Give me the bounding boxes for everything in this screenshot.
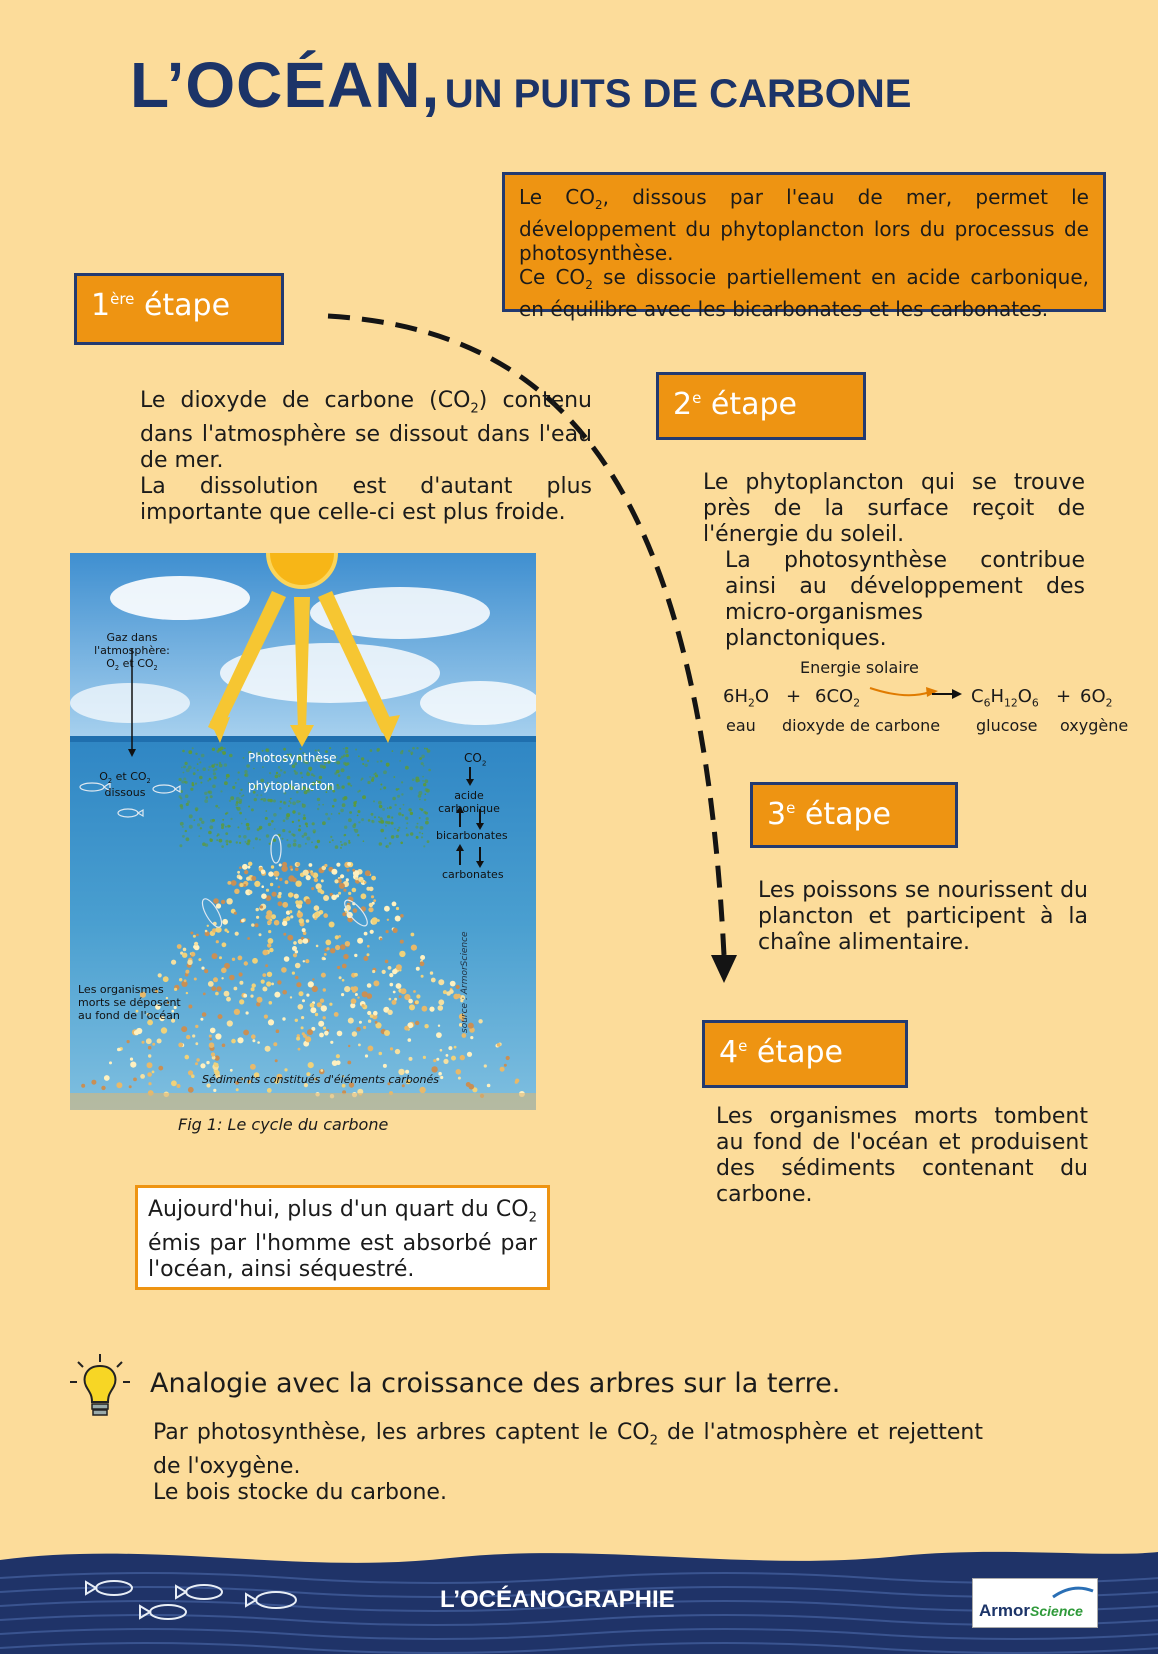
step-3-text: Les poissons se nourissent du plancton et participent à la chaîne alimentaire. [758, 878, 1088, 955]
label-eau: eau [726, 716, 756, 735]
fig-label-photo: Photosynthèse [248, 751, 337, 765]
title-main: L’OCÉAN, [130, 49, 441, 121]
plus-1: + [786, 686, 802, 707]
lightbulb-icon [68, 1352, 132, 1422]
fig-label-bicarbonates: bicarbonates [436, 829, 508, 842]
fig-source: source : ArmorScience [460, 931, 470, 1033]
logo-text: ArmorScience [979, 1601, 1083, 1620]
energy-label: Energie solaire [800, 658, 919, 677]
reaction-arrow [866, 680, 966, 702]
footer-label: L’OCÉANOGRAPHIE [440, 1586, 675, 1613]
wave-logo-icon [1051, 1583, 1095, 1601]
step-2-text: Le phytoplancton qui se trouve près de la surface reçoit de l'énergie du soleil. La photosynthèse contribue ainsi au développement des micro-organismes planctoniques. [703, 470, 1085, 651]
fig-label-sediments: Sédiments constitués d'éléments carbonés [202, 1073, 439, 1086]
step-2-badge: 2e étape [656, 372, 866, 440]
step-4-text: Les organismes morts tombent au fond de l'océan et produisent des sédiments contenant du carbone. [716, 1104, 1088, 1207]
label-glucose: glucose [976, 716, 1038, 735]
step-1-badge: 1ère étape [74, 273, 284, 345]
figure-caption: Fig 1: Le cycle du carbone [178, 1115, 389, 1134]
reactant-co2: $6CO_2$ [815, 686, 861, 710]
armorscience-logo [972, 1578, 1098, 1628]
product-glucose: $C_6H_{12}O_6$ [971, 686, 1039, 710]
fig-label-gaz: Gaz dans l'atmosphère: $O_2$ et $CO_2$ [94, 631, 170, 673]
step-4-badge: 4e étape [702, 1020, 908, 1088]
intro-line-2: Ce $CO_2$ se dissocie partiellement en acide carbonique, en équilibre avec les bicarbonates et les carbonates. [519, 265, 1089, 321]
product-oxygen: $6O_2$ [1080, 686, 1113, 710]
fig-label-dissous: $O_2$ et $CO_2$ dissous [99, 770, 151, 800]
title-sub: UN PUITS DE CARBONE [444, 72, 912, 116]
step-3-badge: 3e étape [750, 782, 958, 848]
fig-label-carbonates: carbonates [442, 868, 504, 881]
fig-label-acide: acide carbonique [438, 789, 500, 815]
fig-label-morts: Les organismes morts se déposent au fond de l'océan [78, 983, 181, 1022]
analogy-heading: Analogie avec la croissance des arbres sur la terre. [150, 1368, 841, 1399]
intro-line-1: Le $CO_2$, dissous par l'eau de mer, permet le développement du phytoplancton lors du processus de photosynthèse. [519, 185, 1089, 265]
label-oxygene: oxygène [1060, 716, 1129, 735]
plus-2: + [1056, 686, 1072, 707]
fact-box: Aujourd'hui, plus d'un quart du $CO_2$ émis par l'homme est absorbé par l'océan, ainsi séquestré. [135, 1185, 550, 1290]
fig-label-co2: $CO_2$ [464, 751, 487, 768]
fig-label-phyto: phytoplancton [248, 779, 335, 793]
step-1-text: Le dioxyde de carbone $(CO_2)$ contenu dans l'atmosphère se dissout dans l'eau de mer. La dissolution est d'autant plus importante que celle-ci est plus froide. [140, 388, 592, 526]
label-co2: dioxyde de carbone [782, 716, 941, 735]
reactant-water: $6H_2O$ [723, 686, 770, 710]
analogy-text: Par photosynthèse, les arbres captent le $CO_2$ de l'atmosphère et rejettent de l'oxygène. Le bois stocke du carbone. [153, 1420, 983, 1506]
carbon-cycle-figure [70, 553, 536, 1110]
